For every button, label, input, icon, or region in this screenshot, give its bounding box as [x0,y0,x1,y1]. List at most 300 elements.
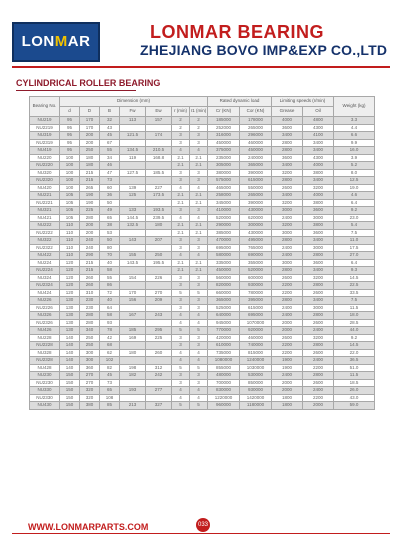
column-header: D [80,107,100,117]
table-cell: 930000 [240,387,272,395]
brand-subtitle: ZHEJIANG BOVO IMP&EXP CO.,LTD [140,42,388,58]
table-cell: 295 [146,327,172,335]
table-cell: 355000 [240,259,272,267]
table-cell: 2800 [303,312,334,320]
table-cell: 47 [100,169,120,177]
table-cell: 4 [172,147,190,155]
table-cell: 182 [120,372,146,380]
table-cell: 4 [190,357,208,365]
table-cell: 120 [60,289,80,297]
bearing-number-cell: NU322 [30,237,60,245]
table-cell: 615000 [240,177,272,185]
table-cell: 660000 [208,289,240,297]
table-cell: 80 [100,244,120,252]
table-cell: 4 [172,214,190,222]
table-cell: 1030000 [240,364,272,372]
table-cell: 226 [146,274,172,282]
column-header: Cr (KN) [208,107,240,117]
table-cell: 2 [190,117,208,125]
table-cell [120,162,146,170]
table-cell: 132.5 [120,222,146,230]
table-cell: 95 [60,132,80,140]
table-row [30,304,375,312]
table-cell: 260 [80,274,100,282]
table-cell: 49 [100,207,120,215]
table-cell: 2.1 [190,154,208,162]
table-cell [146,342,172,350]
table-row [30,237,375,245]
table-cell: 3000 [303,214,334,222]
table-cell: 209 [146,297,172,305]
table-cell: 450000 [240,147,272,155]
table-cell: 780000 [240,289,272,297]
table-cell: 119 [120,154,146,162]
table-cell: 695000 [208,244,240,252]
table-cell: 360 [80,364,100,372]
table-cell: 2.1 [172,192,190,200]
table-cell [120,357,146,365]
table-cell: 270 [80,372,100,380]
table-cell: 150 [60,379,80,387]
table-cell: 215 [80,267,100,275]
table-cell: 40 [100,259,120,267]
table-cell: 6.6 [334,132,375,140]
table-cell: 265000 [240,192,272,200]
table-cell: 55 [100,274,120,282]
table-cell: 620000 [240,214,272,222]
table-cell: 12.5 [334,177,375,185]
table-cell: 855000 [208,364,240,372]
column-header: d [60,107,80,117]
bearing-number-cell: NU224 [30,259,60,267]
table-cell [120,319,146,327]
table-cell: 190 [80,199,100,207]
table-cell: 312 [146,364,172,372]
table-cell: 2200 [272,282,303,290]
table-cell [146,139,172,147]
table-cell: 23.0 [334,214,375,222]
table-cell: 296000 [240,132,272,140]
table-cell: 67 [100,139,120,147]
table-cell: 11.0 [334,237,375,245]
table-row [30,192,375,200]
table-cell: 2 [172,124,190,132]
table-cell: 300 [80,357,100,365]
table-cell: 200 [80,139,100,147]
table-cell: 430000 [240,229,272,237]
table-cell: 4000 [303,162,334,170]
table-cell: 460000 [240,334,272,342]
table-row [30,387,375,395]
table-row [30,402,375,410]
table-cell: 9.2 [334,334,375,342]
bearing-number-cell: NU330 [30,387,60,395]
column-header: Oil [303,107,334,117]
page-number-badge: 033 [196,518,210,532]
table-cell: 3 [172,342,190,350]
bearing-number-cell: NU426 [30,327,60,335]
table-cell: 3 [190,169,208,177]
table-cell: 430000 [240,207,272,215]
table-cell: 1420000 [240,394,272,402]
table-cell: 3 [190,372,208,380]
table-cell: 3.9 [334,154,375,162]
table-cell: 390000 [240,199,272,207]
table-cell: 34 [100,154,120,162]
table-cell: 4 [190,319,208,327]
logo-text-right: AR [67,33,91,50]
table-cell: 2000 [303,402,334,410]
table-cell: 195.5 [146,259,172,267]
table-cell: 2000 [272,319,303,327]
table-cell [120,379,146,387]
page-header [0,0,402,70]
table-cell: 2.1 [172,199,190,207]
table-cell: 207 [146,237,172,245]
bearing-number-cell: NU2330 [30,394,60,402]
table-cell: 58 [100,267,120,275]
table-cell: 143 [120,237,146,245]
table-cell: 465000 [208,184,240,192]
table-cell: 3000 [272,207,303,215]
table-cell: 28.5 [334,319,375,327]
table-cell: 18.5 [334,379,375,387]
table-cell: 2400 [303,327,334,335]
bearing-number-cell: NU428 [30,364,60,372]
table-cell: 44.0 [334,327,375,335]
table-cell: 180 [80,162,100,170]
table-cell: 225 [80,207,100,215]
table-cell: 3200 [272,169,303,177]
table-cell: 2800 [303,342,334,350]
table-cell: 100 [60,169,80,177]
table-cell: 225 [146,334,172,342]
table-cell: 230 [80,297,100,305]
table-cell: 2200 [303,364,334,372]
table-cell [120,282,146,290]
table-cell [146,162,172,170]
table-cell: 19.0 [334,184,375,192]
table-cell: 3 [172,207,190,215]
table-cell: 121.5 [120,132,146,140]
column-header: r1 (min) [190,107,208,117]
table-cell: 150 [60,402,80,410]
table-cell: 280 [80,319,100,327]
table-cell: 2000 [272,327,303,335]
table-cell: 290000 [208,222,240,230]
table-cell: 2.1 [172,222,190,230]
table-cell: 3600 [303,207,334,215]
table-cell: 550000 [240,184,272,192]
table-cell: 385000 [208,229,240,237]
table-cell: 5.4 [334,222,375,230]
table-cell: 3 [190,139,208,147]
table-cell: 3400 [303,267,334,275]
table-cell: 180 [146,222,172,230]
table-cell: 200 [80,222,100,230]
table-cell: 100 [60,154,80,162]
table-cell: 227 [146,184,172,192]
table-cell: 3.3 [334,117,375,125]
table-cell: 3400 [272,192,303,200]
table-cell [120,244,146,252]
table-cell: 150 [60,394,80,402]
table-cell: 170 [80,117,100,125]
table-cell: 22.5 [334,282,375,290]
bearing-number-cell: NU228 [30,334,60,342]
table-cell: 62 [100,349,120,357]
table-cell: 185 [120,327,146,335]
table-cell: 420000 [208,334,240,342]
table-cell: 110 [60,237,80,245]
table-cell: 14.5 [334,342,375,350]
table-cell: 300 [80,349,100,357]
table-cell [146,229,172,237]
table-cell: 130 [60,327,80,335]
table-cell: 46 [100,162,120,170]
footer-website-link[interactable]: WWW.LONMARPARTS.COM [28,522,149,532]
column-header: Grease [272,107,303,117]
table-cell: 42 [100,334,120,342]
table-row [30,139,375,147]
table-cell: 277 [146,387,172,395]
table-row [30,372,375,380]
table-cell: 11.5 [334,304,375,312]
table-cell: 520000 [240,267,272,275]
table-cell: 2200 [303,394,334,402]
table-cell: 3200 [272,222,303,230]
table-cell: 3 [190,132,208,140]
bearing-number-cell: NU324 [30,274,60,282]
table-cell: 130 [60,312,80,320]
table-cell: 240000 [240,154,272,162]
table-cell: 320 [80,394,100,402]
table-cell: 2600 [303,289,334,297]
table-row [30,267,375,275]
table-row [30,147,375,155]
table-cell: 3 [190,304,208,312]
table-cell: 1080000 [208,357,240,365]
table-cell: 480000 [208,372,240,380]
table-cell: 3 [172,304,190,312]
table-cell: 85 [100,402,120,410]
bearing-number-cell: NU2226 [30,304,60,312]
bearing-number-cell: NU421 [30,214,60,222]
table-cell: 113 [120,117,146,125]
table-cell: 157 [146,117,172,125]
table-cell: 215 [80,169,100,177]
table-cell: 5.2 [334,162,375,170]
table-cell: 73 [100,379,120,387]
table-cell: 3600 [272,124,303,132]
bearing-number-cell: NU2219 [30,124,60,132]
table-cell: 450000 [208,139,240,147]
table-cell [146,319,172,327]
table-cell: 130 [60,304,80,312]
table-cell: 140 [60,349,80,357]
table-cell: 4 [172,184,190,192]
column-header: B [100,107,120,117]
table-cell: 70 [100,252,120,260]
table-cell: 68 [100,342,120,350]
table-cell: 450000 [208,267,240,275]
table-cell [120,177,146,185]
table-cell: 4 [190,394,208,402]
bearing-number-cell: NU2222 [30,229,60,237]
table-cell [146,282,172,290]
table-cell: 4300 [303,154,334,162]
table-cell: 143.5 [120,259,146,267]
table-cell: 2800 [272,139,303,147]
table-cell [146,394,172,402]
bearing-number-cell: NU2230 [30,379,60,387]
table-cell: 133 [120,207,146,215]
table-cell: 14.5 [334,274,375,282]
bearing-number-cell: NU2324 [30,282,60,290]
bearing-number-cell: NU319 [30,132,60,140]
table-row [30,259,375,267]
table-cell: 280 [80,312,100,320]
table-cell: 3600 [303,259,334,267]
table-cell: 32 [100,117,120,125]
bearing-number-cell: NU2328 [30,357,60,365]
table-cell: 2400 [272,312,303,320]
table-cell: 3800 [303,199,334,207]
table-cell: 3 [172,297,190,305]
table-cell: 100 [60,177,80,185]
table-cell: 33.5 [334,289,375,297]
table-cell: 340 [80,327,100,335]
bearing-number-cell: NU2224 [30,267,60,275]
table-cell: 215 [80,177,100,185]
table-cell: 239.5 [146,214,172,222]
table-cell: 173.5 [146,192,172,200]
table-cell: 3 [172,244,190,252]
table-cell [120,139,146,147]
table-cell: 815000 [240,349,272,357]
table-cell: 9.3 [334,267,375,275]
table-cell: 3 [190,342,208,350]
table-cell [146,124,172,132]
table-cell: 65 [100,387,120,395]
table-cell: 95 [60,117,80,125]
table-cell: 78 [100,327,120,335]
table-cell: 169 [120,334,146,342]
table-cell: 2.1 [190,199,208,207]
table-cell: 770000 [208,327,240,335]
bearing-number-cell: NU2319 [30,139,60,147]
table-cell: 5 [172,327,190,335]
table-cell: 258000 [208,192,240,200]
table-cell: 95 [60,139,80,147]
table-cell: 3 [190,237,208,245]
table-cell: 3400 [303,237,334,245]
table-cell: 4000 [272,117,303,125]
table-cell: 2400 [272,214,303,222]
logo-text-left: LON [21,33,55,50]
table-cell: 2.1 [190,222,208,230]
table-cell [146,267,172,275]
table-cell [120,304,146,312]
table-cell: 154 [120,274,146,282]
table-cell: 320 [80,387,100,395]
table-cell: 168.8 [146,154,172,162]
table-row [30,357,375,365]
table-cell: 140 [60,342,80,350]
bearing-number-cell: NU230 [30,372,60,380]
table-cell: 1900 [272,364,303,372]
table-cell: 100 [60,184,80,192]
table-cell: 2200 [272,289,303,297]
table-cell: 105 [60,199,80,207]
table-cell: 9.9 [334,139,375,147]
table-cell: 243 [146,312,172,320]
section-title: CYLINDRICAL ROLLER BEARING [16,78,161,88]
table-cell: 270 [146,289,172,297]
table-cell: 4 [190,312,208,320]
table-cell: 45 [100,372,120,380]
column-header: r (min) [172,107,190,117]
table-cell: 9.2 [334,207,375,215]
table-cell: 170 [120,289,146,297]
bearing-number-cell: NU226 [30,297,60,305]
table-cell: 850000 [240,379,272,387]
table-cell: 38 [100,222,120,230]
table-cell: 95 [60,124,80,132]
table-cell: 7.5 [334,229,375,237]
table-row [30,334,375,342]
table-cell: 130 [60,319,80,327]
table-cell [146,244,172,252]
table-cell: 150 [60,372,80,380]
table-cell: 139 [120,184,146,192]
bearing-number-cell: NU219 [30,117,60,125]
table-cell: 2200 [272,349,303,357]
table-cell: 3 [172,177,190,185]
table-cell: 11.5 [334,372,375,380]
header-dimensions: Dimension (mm) [60,97,208,107]
table-cell: 7.5 [334,297,375,305]
table-cell: 250 [80,147,100,155]
table-cell: 1900 [272,357,303,365]
table-row [30,274,375,282]
table-cell: 2.1 [172,154,190,162]
table-cell: 300000 [240,222,272,230]
table-cell: 140 [60,364,80,372]
table-cell: 40 [100,297,120,305]
table-cell: 86 [100,282,120,290]
table-cell: 250 [80,342,100,350]
table-cell: 690000 [240,252,272,260]
table-cell: 170 [80,124,100,132]
table-cell: 3 [172,169,190,177]
table-cell: 945000 [208,319,240,327]
table-cell [146,199,172,207]
table-row [30,244,375,252]
table-row [30,282,375,290]
table-cell: 345000 [208,199,240,207]
table-cell: 4 [172,252,190,260]
table-cell: 2600 [272,184,303,192]
table-cell: 3 [190,282,208,290]
table-cell: 3400 [303,139,334,147]
table-cell: 185.5 [146,169,172,177]
table-cell: 174 [146,132,172,140]
bearing-table-body [30,117,375,410]
table-cell: 180 [120,349,146,357]
table-cell: 105 [60,214,80,222]
table-cell: 3400 [303,297,334,305]
